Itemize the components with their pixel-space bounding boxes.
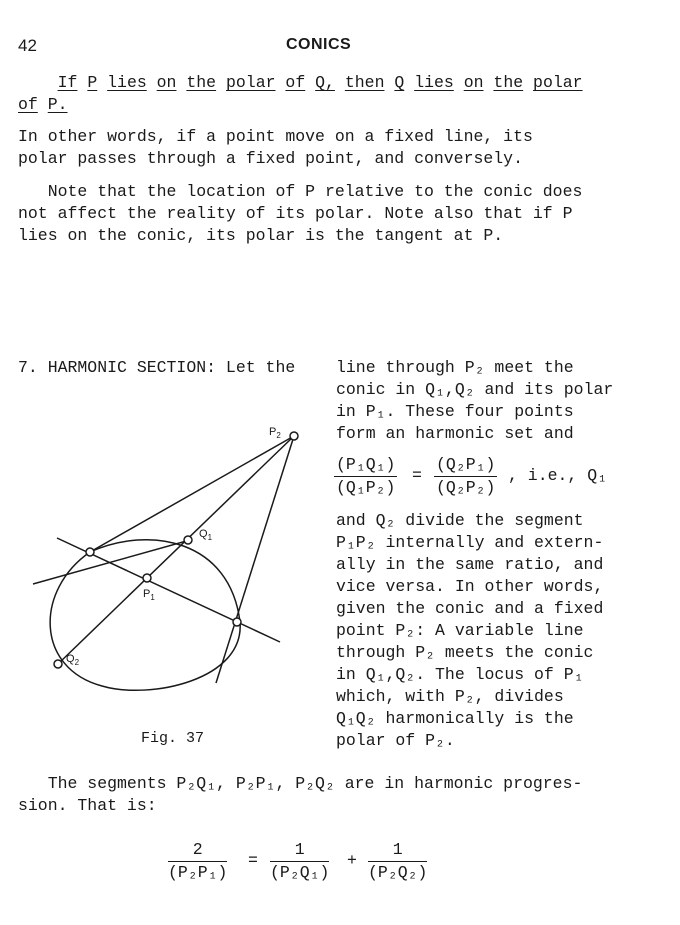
label-p1: $P_1$ xyxy=(143,588,155,603)
para1-line-2: polar passes through a fixed point, and conversely. xyxy=(18,149,523,168)
label-q2: $Q_2$ xyxy=(66,653,80,668)
section-right-line-3: in P₁. These four points xyxy=(336,402,574,421)
ratio-right-numerator: (Q₂P₁) xyxy=(434,455,497,477)
section-right2-line-11: polar of P₂. xyxy=(336,731,455,750)
label-p2: $P_2$ xyxy=(269,426,281,441)
point-q2-marker xyxy=(54,660,62,668)
point-p1-marker xyxy=(143,574,151,582)
theorem-line-2: of P. xyxy=(18,95,68,114)
section-right2-line-3: ally in the same ratio, and xyxy=(336,555,604,574)
section-right2-line-8: in Q₁,Q₂. The locus of P₁ xyxy=(336,665,584,684)
section-heading: 7. HARMONIC SECTION: Let the xyxy=(18,358,296,377)
formula-plus: + xyxy=(347,851,357,870)
label-q1: $Q_1$ xyxy=(199,528,213,543)
section-right2-line-1: and Q₂ divide the segment xyxy=(336,511,584,530)
ratio-left-denominator: (Q₁P₂) xyxy=(336,478,396,497)
ratio-right-denominator: (Q₂P₂) xyxy=(436,478,496,497)
formula-denominator-2: (P₂Q₁) xyxy=(270,863,330,882)
para2-line-1: Note that the location of P relative to the conic does xyxy=(18,182,583,201)
para3-line-1: The segments P₂Q₁, P₂P₁, P₂Q₂ are in harmonic progres- xyxy=(18,774,583,793)
ratio-equals: = xyxy=(412,466,422,485)
page-number: 42 xyxy=(18,36,37,55)
section-right2-line-6: point P₂: A variable line xyxy=(336,621,584,640)
conic-ellipse xyxy=(50,540,240,691)
formula-numerator-3: 1 xyxy=(368,840,427,862)
section-right-line-1: line through P₂ meet the xyxy=(336,358,574,377)
theorem-line-1: If P lies on the polar of Q, then Q lies on the polar xyxy=(57,73,583,92)
section-right2-line-7: through P₂ meets the conic xyxy=(336,643,594,662)
formula-equals: = xyxy=(248,851,258,870)
point-q1-marker xyxy=(184,536,192,544)
section-right2-line-4: vice versa. In other words, xyxy=(336,577,604,596)
formula-fraction-2 xyxy=(270,840,329,883)
ratio-tail: , i.e., Q₁ xyxy=(508,466,608,485)
point-p2-marker xyxy=(290,432,298,440)
section-right-line-2: conic in Q₁,Q₂ and its polar xyxy=(336,380,614,399)
formula-denominator-1: (P₂P₁) xyxy=(168,863,228,882)
para2-line-3: lies on the conic, its polar is the tangent at P. xyxy=(18,226,504,245)
section-right2-line-9: which, with P₂, divides xyxy=(336,687,564,706)
section-right-line-4: form an harmonic set and xyxy=(336,424,574,443)
figure-caption: Fig. 37 xyxy=(141,730,205,747)
running-head: CONICS xyxy=(286,36,352,53)
section-right2-line-5: given the conic and a fixed xyxy=(336,599,604,618)
point-right-marker xyxy=(233,618,241,626)
formula-numerator-2: 1 xyxy=(270,840,329,862)
point-upper-left-marker xyxy=(86,548,94,556)
ratio-left-numerator: (P₁Q₁) xyxy=(334,455,397,477)
section-right2-line-10: Q₁Q₂ harmonically is the xyxy=(336,709,574,728)
formula-fraction-1 xyxy=(168,840,227,883)
upper-secant-line xyxy=(33,540,190,584)
para1-line-1: In other words, if a point move on a fixed line, its xyxy=(18,127,533,146)
formula-numerator-1: 2 xyxy=(168,840,227,862)
formula-denominator-3: (P₂Q₂) xyxy=(368,863,428,882)
formula-fraction-3 xyxy=(368,840,427,883)
section-right2-line-2: P₁P₂ internally and extern- xyxy=(336,533,604,552)
para2-line-2: not affect the reality of its polar. Note also that if P xyxy=(18,204,573,223)
para3-line-2: sion. That is: xyxy=(18,796,157,815)
